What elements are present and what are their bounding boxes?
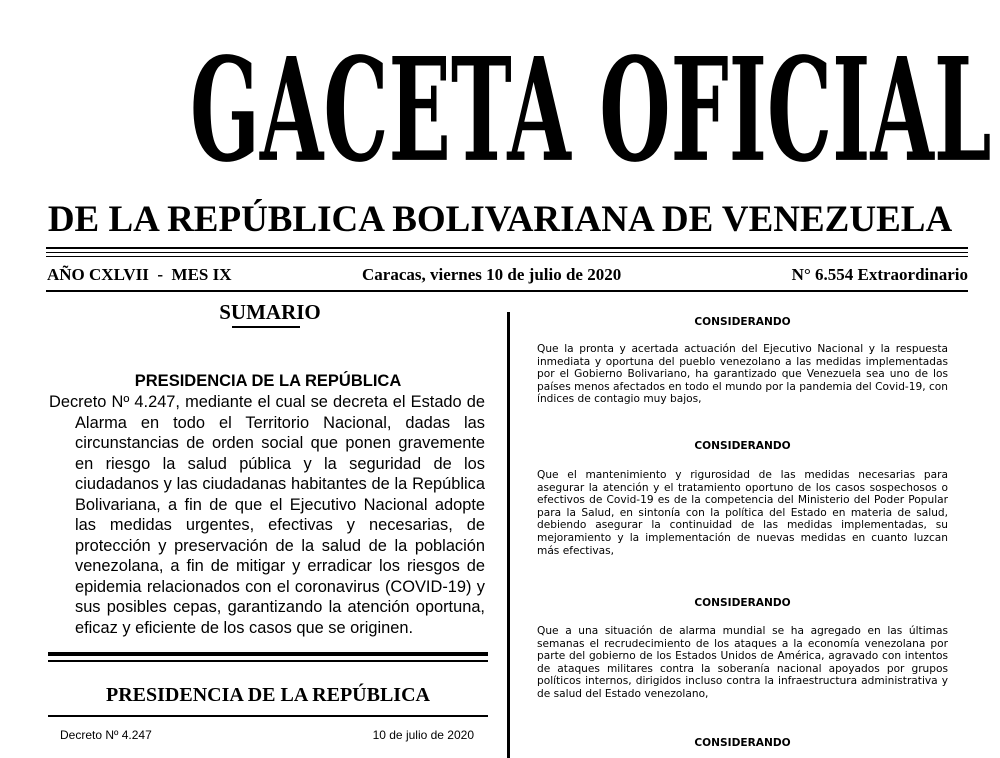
summary-section-title: PRESIDENCIA DE LA REPÚBLICA — [134, 372, 402, 390]
considerando-heading-1: CONSIDERANDO — [694, 316, 791, 328]
issue-number: N° 6.554 Extraordinario — [791, 265, 968, 284]
masthead-rule-bottom — [46, 256, 968, 257]
place-date: Caracas, viernes 10 de julio de 2020 — [362, 265, 622, 284]
masthead-rule-top — [46, 247, 968, 249]
column-divider — [507, 312, 510, 758]
masthead-subtitle: DE LA REPÚBLICA BOLIVARIANA DE VENEZUELA — [47, 199, 953, 240]
year-month: AÑO CXLVII - MES IX — [47, 265, 232, 284]
section-title: PRESIDENCIA DE LA REPÚBLICA — [106, 684, 430, 706]
decree-number: Decreto Nº 4.247 — [60, 728, 152, 742]
masthead-title: GACETA OFICIAL — [190, 27, 992, 195]
decree-date: 10 de julio de 2020 — [372, 728, 474, 742]
summary-rule-thick — [48, 652, 488, 656]
section-rule — [48, 715, 488, 717]
considerando-paragraph-2: Que el mantenimiento y rigurosidad de las medidas necesarias para asegurar la atención y el tratamiento oportuno de los casos sospechosos o efectivos de Covid-19 es de la competencia del Ministerio del Poder Popular para la Salud, en sintonía con la política del Estado en materia de salud, debiendo asegurar la continuidad de las medidas implementadas, su mejoramiento y la implementación de nuevas medidas en cuanto luzcan más efectivas, — [537, 469, 948, 557]
summary-text — [49, 392, 485, 638]
considerando-heading-2: CONSIDERANDO — [694, 440, 791, 452]
summary-paragraph: Decreto Nº 4.247, mediante el cual se decreta el Estado de Alarma en todo el Territorio Nacional, dadas las circunstancias de orden social que ponen gravemente en riesgo la salud pública y la seguridad de los ciudadanos y las ciudadanas habitantes de la República Bolivariana, a fin de que el Ejecutivo Nacional adopte las medidas urgentes, efectivas y necesarias, de protección y preservación de la salud de la población venezolana, a fin de mitigar y erradicar los riesgos de epidemia relacionados con el coronavirus (COVID-19) y sus posibles cepas, garantizando la atención oportuna, eficaz y eficiente de los casos que se originen. — [49, 393, 485, 637]
masthead-rule-mid — [46, 252, 968, 253]
considerando-heading-3: CONSIDERANDO — [694, 597, 791, 609]
considerando-paragraph-3: Que a una situación de alarma mundial se ha agregado en las últimas semanas el recrudecimiento de los ataques a la economía venezolana por parte del gobierno de los Estados Unidos de América, agravado con intentos de ataques militares contra la soberanía nacional apoyados por grupos políticos internos, dirigidos incluso contra la infraestructura administrativa y de salud del Estado venezolano, — [537, 625, 948, 700]
considerando-heading-4: CONSIDERANDO — [694, 737, 791, 749]
sumario-heading: SUMARIO — [219, 300, 321, 324]
info-rule — [46, 290, 968, 292]
sumario-underline — [232, 326, 300, 328]
summary-rule-thin — [48, 660, 488, 662]
considerando-paragraph-1: Que la pronta y acertada actuación del Ejecutivo Nacional y la respuesta inmediata y oportuna del pueblo venezolano a las medidas implementadas por el Gobierno Bolivariano, ha garantizado que Venezuela sea uno de los países menos afectados en todo el mundo por la pandemia del Covid-19, con índices de contagio muy bajos, — [537, 343, 948, 406]
